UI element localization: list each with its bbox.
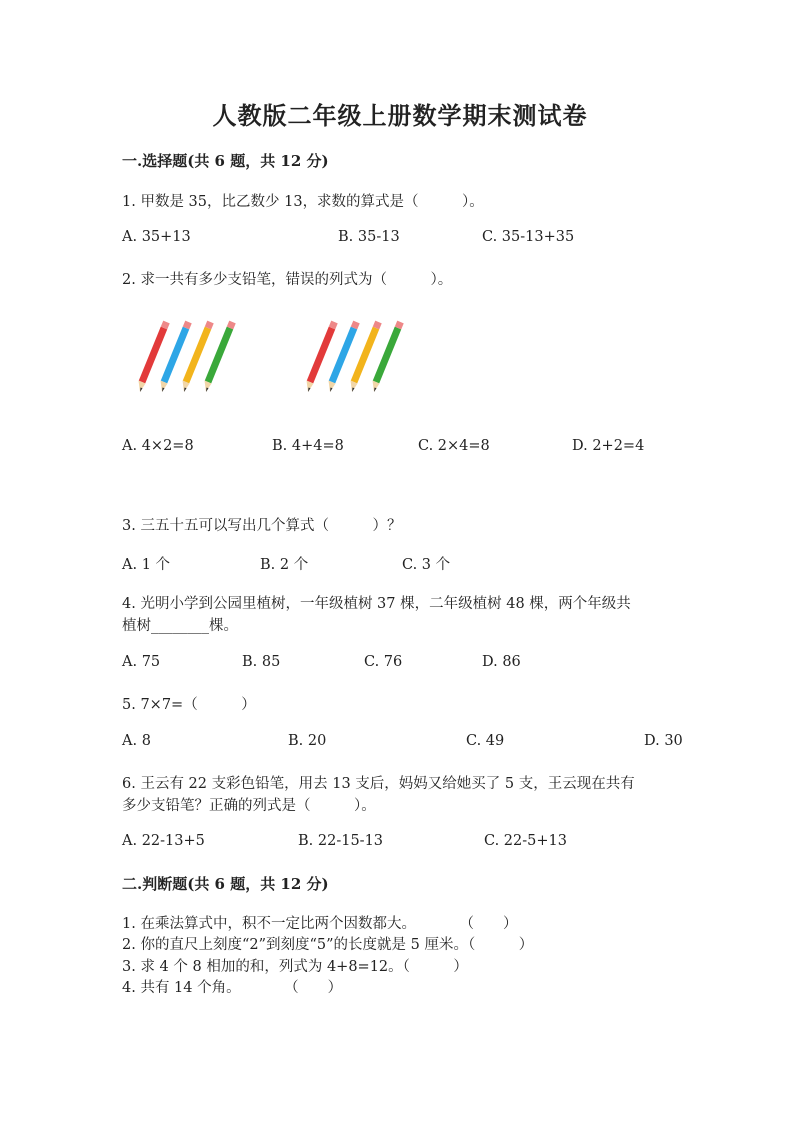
q4-option-d: D. 86 [482, 654, 521, 670]
question-3: 3. 三五十五可以写出几个算式（ ）？ [122, 518, 402, 534]
q5-option-c: C. 49 [466, 733, 505, 749]
q5-option-d: D. 30 [644, 733, 683, 749]
question-1: 1. 甲数是 35，比乙数少 13，求数的算式是（ ）。 [122, 194, 484, 210]
q6-option-a: A. 22-13+5 [122, 833, 205, 849]
question-6-line-1: 6. 王云有 22 支彩色铅笔，用去 13 支后，妈妈又给她买了 5 支，王云现在共有 [122, 776, 635, 792]
q2-option-c: C. 2×4=8 [418, 438, 490, 454]
q3-option-b: B. 2 个 [260, 557, 309, 573]
q2-option-a: A. 4×2=8 [122, 438, 194, 454]
pencil-group-1-icon [132, 318, 242, 398]
judgement-item-1: 1. 在乘法算式中，积不一定比两个因数都大。 （ ） [122, 916, 518, 932]
q1-option-b: B. 35-13 [338, 229, 400, 245]
question-2: 2. 求一共有多少支铅笔，错误的列式为（ ）。 [122, 272, 453, 288]
q3-option-c: C. 3 个 [402, 557, 451, 573]
q6-option-b: B. 22-15-13 [298, 833, 384, 849]
question-4-line-1: 4. 光明小学到公园里植树，一年级植树 37 棵，二年级植树 48 棵，两个年级共 [122, 596, 631, 612]
q1-option-a: A. 35+13 [122, 229, 191, 245]
q4-option-a: A. 75 [122, 654, 161, 670]
q2-option-b: B. 4+4=8 [272, 438, 344, 454]
question-4-line-2: 植树________棵。 [122, 618, 238, 634]
q3-option-a: A. 1 个 [122, 557, 171, 573]
pencil-group-2-icon [300, 318, 410, 398]
page-title: 人教版二年级上册数学期末测试卷 [212, 101, 588, 130]
q4-option-b: B. 85 [242, 654, 281, 670]
section-heading-choice: 一.选择题(共 6 题，共 12 分) [122, 152, 329, 170]
judgement-item-3: 3. 求 4 个 8 相加的和，列式为 4+8=12。（ ） [122, 959, 468, 975]
judgement-item-2: 2. 你的直尺上刻度“2”到刻度“5”的长度就是 5 厘米。（ ） [122, 937, 534, 953]
section-heading-judgement: 二.判断题(共 6 题，共 12 分) [122, 875, 329, 893]
q2-option-d: D. 2+2=4 [572, 438, 645, 454]
question-6-line-2: 多少支铅笔？正确的列式是（ ）。 [122, 798, 376, 814]
q4-option-c: C. 76 [364, 654, 403, 670]
q5-option-a: A. 8 [122, 733, 151, 749]
question-5: 5. 7×7=（ ） [122, 697, 256, 713]
q1-option-c: C. 35-13+35 [482, 229, 575, 245]
q6-option-c: C. 22-5+13 [484, 833, 567, 849]
judgement-item-4: 4. 共有 14 个角。 （ ） [122, 980, 343, 996]
q5-option-b: B. 20 [288, 733, 327, 749]
